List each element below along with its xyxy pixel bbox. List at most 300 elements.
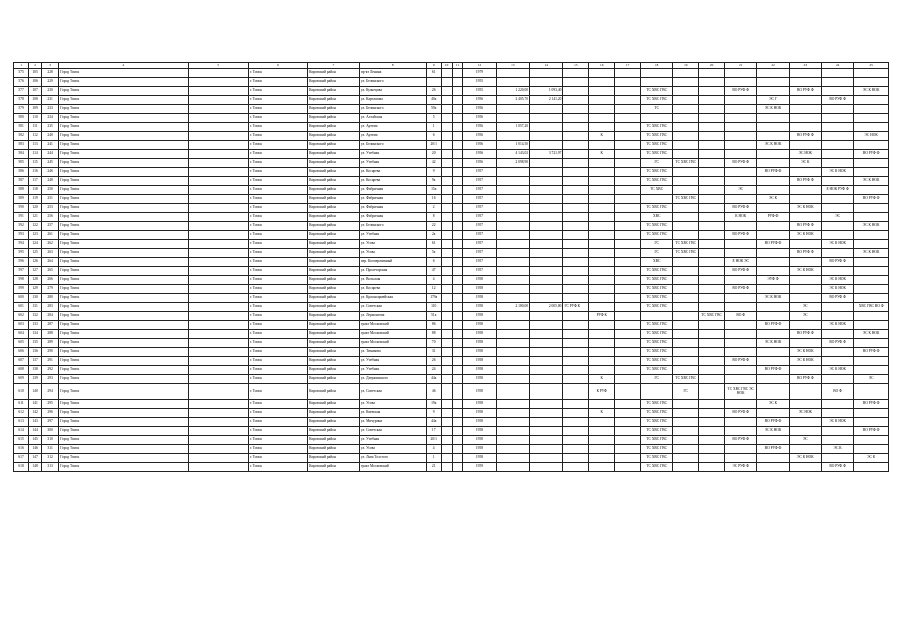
table-cell: К <box>589 409 615 418</box>
table-cell: 602 <box>14 312 29 321</box>
table-cell <box>854 159 889 168</box>
table-cell <box>854 240 889 249</box>
table-cell <box>615 454 641 463</box>
table-cell <box>725 195 757 204</box>
table-cell <box>821 454 853 463</box>
table-cell <box>789 384 821 400</box>
table-cell <box>615 105 641 114</box>
table-cell <box>725 249 757 258</box>
table-cell: 611 <box>14 400 29 409</box>
table-cell <box>789 69 821 78</box>
column-number-cell: 4 <box>59 63 188 69</box>
table-row <box>14 168 889 177</box>
table-cell: ул. Красноармейская <box>359 294 426 303</box>
table-cell: 2 098,90 <box>496 159 529 168</box>
table-cell <box>615 400 641 409</box>
table-cell: РУФ К <box>589 312 615 321</box>
table-cell <box>673 366 699 375</box>
table-cell <box>188 114 248 123</box>
table-cell <box>441 454 452 463</box>
table-cell <box>441 195 452 204</box>
table-cell: ГС <box>641 375 673 384</box>
table-cell <box>563 384 589 400</box>
table-cell: ул. Мичурина <box>359 418 426 427</box>
table-cell: 279 <box>42 285 59 294</box>
table-cell: 280 <box>42 294 59 303</box>
table-cell: Город Томск <box>59 177 188 186</box>
table-cell: ВО РУФ Ф <box>725 409 757 418</box>
table-cell: 264 <box>42 258 59 267</box>
table-cell <box>615 384 641 400</box>
table-cell: Город Томск <box>59 105 188 114</box>
table-cell <box>854 141 889 150</box>
table-cell <box>530 123 563 132</box>
table-cell <box>789 339 821 348</box>
table-cell <box>452 159 463 168</box>
table-cell: 599 <box>14 285 29 294</box>
table-cell <box>441 285 452 294</box>
table-cell: ЭС НОК <box>854 132 889 141</box>
table-cell <box>188 132 248 141</box>
table-cell: Кировский район <box>308 123 360 132</box>
table-cell <box>441 330 452 339</box>
table-cell <box>854 463 889 472</box>
table-cell <box>496 231 529 240</box>
table-cell: 138 <box>29 366 42 375</box>
table-cell: 593 <box>14 231 29 240</box>
table-cell <box>699 330 725 339</box>
table-cell: 233 <box>42 105 59 114</box>
table-cell <box>821 436 853 445</box>
table-cell <box>854 409 889 418</box>
table-cell <box>615 150 641 159</box>
table-cell <box>188 213 248 222</box>
table-cell <box>641 384 673 400</box>
table-cell: ВО РУФ Ф <box>789 375 821 384</box>
table-cell <box>563 294 589 303</box>
table-cell <box>821 69 853 78</box>
table-cell <box>757 348 789 357</box>
table-cell: ул. Учебная <box>359 150 426 159</box>
table-cell <box>563 454 589 463</box>
table-cell: г. Томск <box>248 114 307 123</box>
table-cell <box>589 195 615 204</box>
table-cell <box>441 267 452 276</box>
table-cell <box>452 186 463 195</box>
housing-register-table <box>13 62 889 472</box>
table-cell <box>530 366 563 375</box>
table-row <box>14 204 889 213</box>
table-cell <box>188 400 248 409</box>
table-cell: 1956 <box>463 96 496 105</box>
table-cell: ул. Усова <box>359 240 426 249</box>
table-cell: ВО РУФ Ф <box>821 294 853 303</box>
table-cell <box>452 427 463 436</box>
table-cell <box>821 222 853 231</box>
table-cell <box>589 418 615 427</box>
table-cell <box>441 366 452 375</box>
table-cell <box>496 418 529 427</box>
table-cell <box>699 463 725 472</box>
table-cell <box>563 348 589 357</box>
table-cell: 15а <box>426 186 441 195</box>
table-cell: Кировский район <box>308 427 360 436</box>
table-row <box>14 222 889 231</box>
table-cell <box>563 150 589 159</box>
table-cell <box>452 240 463 249</box>
table-cell: 4 143,02 <box>496 150 529 159</box>
table-cell <box>615 141 641 150</box>
table-cell <box>699 321 725 330</box>
table-cell <box>563 240 589 249</box>
table-cell <box>441 159 452 168</box>
table-cell: г. Томск <box>248 78 307 87</box>
table-cell <box>699 384 725 400</box>
table-cell: 250 <box>42 186 59 195</box>
table-cell: Город Томск <box>59 330 188 339</box>
table-cell <box>188 418 248 427</box>
table-cell: ВО РУФ Ф <box>725 159 757 168</box>
table-cell <box>441 427 452 436</box>
table-cell: Кировский район <box>308 141 360 150</box>
table-cell <box>563 436 589 445</box>
table-cell <box>615 195 641 204</box>
table-cell <box>673 463 699 472</box>
table-cell: ВО РУФ Ф <box>725 267 757 276</box>
table-cell <box>188 240 248 249</box>
table-cell: ВО РУФ Ф <box>789 330 821 339</box>
table-cell: пр-кт Ленина <box>359 69 426 78</box>
table-cell: 61 <box>426 69 441 78</box>
table-cell: ул. Учебная <box>359 159 426 168</box>
table-cell: тракт Московский <box>359 330 426 339</box>
table-cell <box>441 321 452 330</box>
table-cell: г. Томск <box>248 69 307 78</box>
table-cell <box>615 114 641 123</box>
table-cell: 1956 <box>463 114 496 123</box>
table-cell <box>563 375 589 384</box>
table-cell <box>615 339 641 348</box>
table-cell: г. Томск <box>248 105 307 114</box>
table-cell: ТС ХВС ГВС <box>641 463 673 472</box>
table-row <box>14 177 889 186</box>
table-cell <box>821 204 853 213</box>
table-cell: 1956 <box>463 141 496 150</box>
table-cell: 141 <box>29 400 42 409</box>
table-cell <box>673 186 699 195</box>
table-cell: ул. Советская <box>359 303 426 312</box>
table-cell: 130 <box>29 294 42 303</box>
table-cell: 1958 <box>463 339 496 348</box>
table-cell <box>530 213 563 222</box>
table-cell <box>725 294 757 303</box>
table-cell <box>673 312 699 321</box>
table-cell <box>699 141 725 150</box>
table-cell <box>589 321 615 330</box>
table-row <box>14 321 889 330</box>
table-cell <box>530 258 563 267</box>
table-cell: 113 <box>29 141 42 150</box>
table-cell: 594 <box>14 240 29 249</box>
table-cell <box>589 231 615 240</box>
table-cell: ул. Фабричная <box>359 186 426 195</box>
table-cell: ТС ХВС ГВС <box>641 454 673 463</box>
table-cell: г. Томск <box>248 339 307 348</box>
table-cell: 597 <box>14 267 29 276</box>
column-number-cell: 14 <box>530 63 563 69</box>
table-cell <box>589 436 615 445</box>
table-row <box>14 96 889 105</box>
table-cell <box>188 231 248 240</box>
table-cell <box>452 87 463 96</box>
table-cell <box>821 357 853 366</box>
table-cell: 8 <box>426 213 441 222</box>
table-cell: 122 <box>29 222 42 231</box>
table-cell <box>757 454 789 463</box>
table-cell <box>452 69 463 78</box>
table-cell <box>757 132 789 141</box>
table-cell: 1958 <box>463 348 496 357</box>
table-cell: г. Томск <box>248 267 307 276</box>
table-cell: 587 <box>14 177 29 186</box>
table-cell <box>589 303 615 312</box>
table-cell: ЭС К НОК <box>854 222 889 231</box>
table-cell: Кировский район <box>308 132 360 141</box>
table-cell: ВО РУФ Ф <box>725 204 757 213</box>
table-row <box>14 375 889 384</box>
table-cell <box>854 78 889 87</box>
table-cell: Кировский район <box>308 231 360 240</box>
table-cell: ЭС К НОК <box>854 177 889 186</box>
table-cell: 598 <box>14 276 29 285</box>
table-cell: 147 <box>29 454 42 463</box>
table-cell: 1 057,20 <box>496 123 529 132</box>
table-cell <box>757 186 789 195</box>
table-cell: г. Томск <box>248 285 307 294</box>
table-cell <box>530 231 563 240</box>
table-cell: 1957 <box>463 240 496 249</box>
table-cell: 283 <box>42 303 59 312</box>
table-cell: Город Томск <box>59 141 188 150</box>
table-cell <box>789 463 821 472</box>
table-cell: 86 <box>426 321 441 330</box>
table-row <box>14 240 889 249</box>
table-cell: 136 <box>29 348 42 357</box>
table-cell: Кировский район <box>308 366 360 375</box>
table-cell: ТС ХВС ГВС <box>641 87 673 96</box>
table-cell <box>615 213 641 222</box>
table-cell: Город Томск <box>59 436 188 445</box>
table-cell: ТС ХВС ГВС <box>673 249 699 258</box>
table-cell <box>615 445 641 454</box>
table-cell: ЭС К НОК <box>757 427 789 436</box>
table-cell <box>725 427 757 436</box>
table-cell: Кировский район <box>308 267 360 276</box>
table-cell: ТС ХВС ГВС <box>641 436 673 445</box>
table-cell: К <box>589 132 615 141</box>
table-cell: 70 <box>426 339 441 348</box>
table-row <box>14 357 889 366</box>
table-cell <box>530 321 563 330</box>
table-cell: 2 005,80 <box>530 303 563 312</box>
table-cell: ТС ХВС ГВС <box>699 312 725 321</box>
table-cell: Город Томск <box>59 409 188 418</box>
table-cell: ул. Фабричная <box>359 195 426 204</box>
table-cell: 117 <box>29 177 42 186</box>
table-cell <box>725 150 757 159</box>
table-cell <box>452 348 463 357</box>
table-cell <box>188 258 248 267</box>
table-cell <box>673 357 699 366</box>
table-cell <box>589 78 615 87</box>
table-cell <box>699 285 725 294</box>
table-cell: Кировский район <box>308 222 360 231</box>
table-cell <box>563 258 589 267</box>
table-cell: ул. Учебная <box>359 231 426 240</box>
table-cell <box>699 454 725 463</box>
table-cell: Город Томск <box>59 114 188 123</box>
table-cell <box>563 366 589 375</box>
table-cell <box>441 114 452 123</box>
table-cell <box>673 294 699 303</box>
table-cell: Город Томск <box>59 366 188 375</box>
table-cell <box>496 463 529 472</box>
table-cell: 616 <box>14 445 29 454</box>
table-cell: РУФ Ф <box>757 213 789 222</box>
table-cell: Кировский район <box>308 348 360 357</box>
table-cell <box>452 231 463 240</box>
table-cell <box>699 69 725 78</box>
table-cell: 47 <box>426 267 441 276</box>
table-cell: ТС ХВС ГВС <box>641 123 673 132</box>
table-cell: ТС ХВС ГВС <box>641 132 673 141</box>
table-cell <box>789 418 821 427</box>
table-cell <box>441 445 452 454</box>
table-cell: 110 <box>426 303 441 312</box>
table-cell: 16 <box>426 195 441 204</box>
table-cell <box>673 454 699 463</box>
table-row <box>14 114 889 123</box>
table-cell <box>441 357 452 366</box>
table-cell: Кировский район <box>308 159 360 168</box>
table-cell: 1955 <box>463 78 496 87</box>
table-cell <box>441 400 452 409</box>
table-cell: ул. Вольская <box>359 276 426 285</box>
table-cell <box>615 78 641 87</box>
table-cell <box>496 436 529 445</box>
table-cell: Кировский район <box>308 114 360 123</box>
table-cell: 601 <box>14 303 29 312</box>
table-cell <box>699 204 725 213</box>
table-cell: 114 <box>29 150 42 159</box>
table-cell: 310 <box>42 436 59 445</box>
table-cell <box>615 375 641 384</box>
table-row <box>14 213 889 222</box>
table-cell: ТС ХВС ГВС <box>641 276 673 285</box>
table-cell: 615 <box>14 436 29 445</box>
table-cell <box>699 123 725 132</box>
table-cell <box>496 78 529 87</box>
table-cell <box>188 357 248 366</box>
table-cell <box>563 123 589 132</box>
table-cell <box>589 276 615 285</box>
table-cell <box>757 123 789 132</box>
table-cell: 1956 <box>463 123 496 132</box>
table-cell <box>188 454 248 463</box>
table-cell <box>615 436 641 445</box>
table-cell <box>530 141 563 150</box>
table-cell <box>530 285 563 294</box>
table-cell: 1958 <box>463 436 496 445</box>
table-cell <box>757 177 789 186</box>
table-cell: ул. Косарева <box>359 168 426 177</box>
table-row <box>14 87 889 96</box>
table-cell: ТС ХВС ГВС <box>641 339 673 348</box>
table-cell <box>615 240 641 249</box>
table-cell: Город Томск <box>59 357 188 366</box>
table-cell <box>854 321 889 330</box>
table-cell: г. Томск <box>248 96 307 105</box>
table-cell: ул. Учебная <box>359 436 426 445</box>
table-cell <box>589 123 615 132</box>
table-cell: 20/1 <box>426 436 441 445</box>
table-cell: ВО РУФ Ф <box>821 96 853 105</box>
table-row <box>14 339 889 348</box>
table-cell <box>641 78 673 87</box>
table-cell <box>441 168 452 177</box>
table-cell: 105 <box>29 69 42 78</box>
table-cell: 612 <box>14 409 29 418</box>
table-cell <box>530 132 563 141</box>
table-cell: ЭС К <box>757 400 789 409</box>
table-cell <box>496 312 529 321</box>
table-cell: 234 <box>42 114 59 123</box>
table-cell <box>757 114 789 123</box>
table-cell <box>452 150 463 159</box>
table-cell <box>441 384 452 400</box>
table-cell <box>615 463 641 472</box>
table-row <box>14 267 889 276</box>
table-cell <box>725 375 757 384</box>
table-cell <box>589 240 615 249</box>
table-cell <box>854 258 889 267</box>
table-cell <box>615 87 641 96</box>
table-cell: 26 <box>426 87 441 96</box>
table-cell: Город Томск <box>59 267 188 276</box>
table-cell <box>821 87 853 96</box>
table-cell <box>699 96 725 105</box>
table-cell <box>699 213 725 222</box>
table-cell: Город Томск <box>59 375 188 384</box>
table-cell: 123 <box>29 231 42 240</box>
table-cell: Город Томск <box>59 276 188 285</box>
table-cell: Город Томск <box>59 321 188 330</box>
table-cell: Кировский район <box>308 463 360 472</box>
table-cell <box>496 276 529 285</box>
table-cell: 44а <box>426 418 441 427</box>
table-cell <box>757 409 789 418</box>
table-cell: г. Томск <box>248 186 307 195</box>
table-row <box>14 141 889 150</box>
table-cell <box>589 348 615 357</box>
table-cell <box>441 312 452 321</box>
table-cell: 127 <box>29 267 42 276</box>
table-cell <box>563 400 589 409</box>
table-cell <box>757 436 789 445</box>
table-cell <box>821 141 853 150</box>
table-cell: г. Томск <box>248 177 307 186</box>
table-cell: 120 <box>29 204 42 213</box>
